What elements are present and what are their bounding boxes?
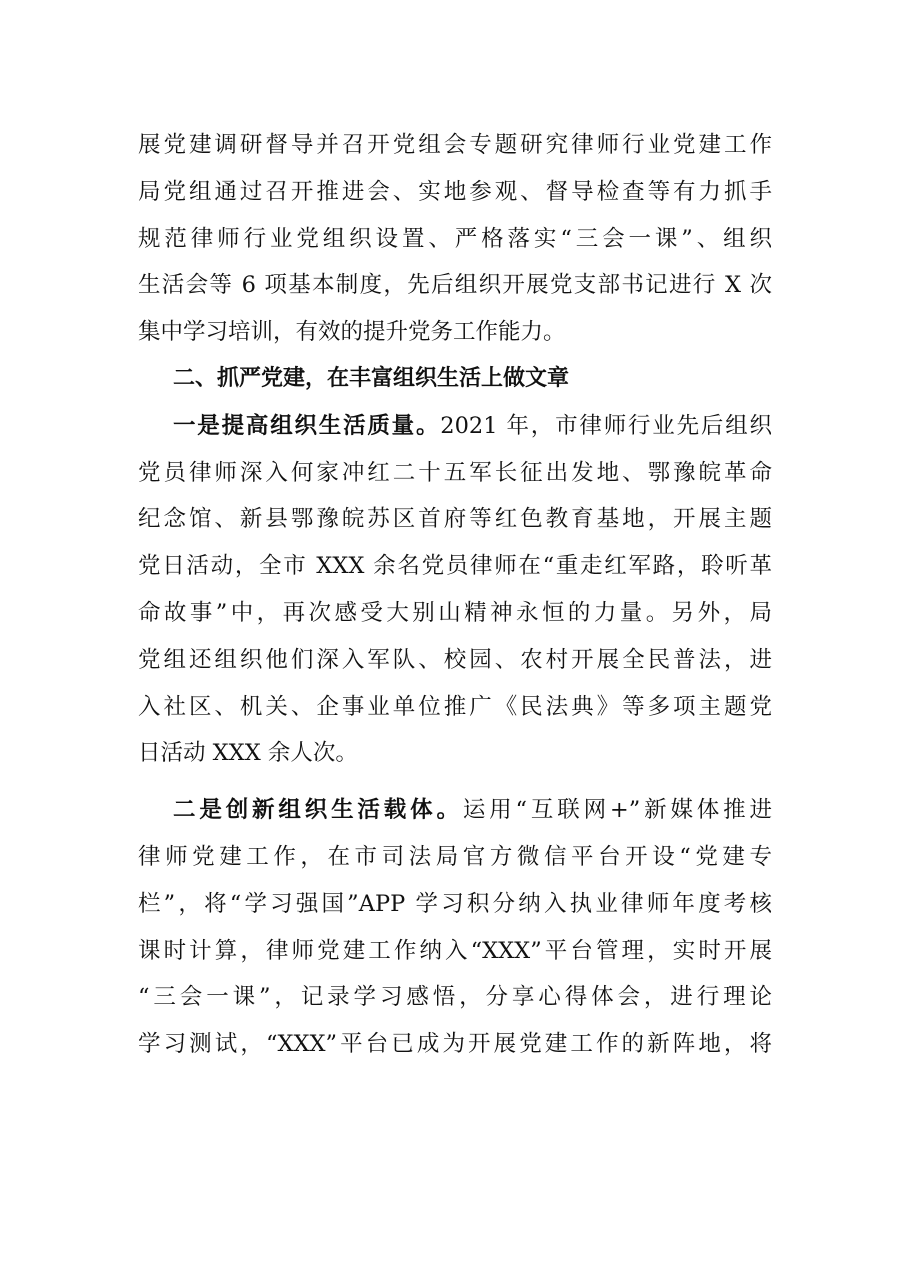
text-line: 命故事”中，再次感受大别山精神永恒的力量。另外，局 [138,599,772,626]
text-line: 党日活动，全市 XXX 余名党员律师在“重走红军路，聆听革 [138,553,772,580]
text-line: 入社区、机关、企事业单位推广《民法典》等多项主题党 [138,693,772,720]
paragraph-lead: 二是创新组织生活载体。 [173,797,463,824]
paragraph-3 [138,787,772,1068]
text-line: 局党组通过召开推进会、实地参观、督导检查等有力抓手 [138,178,772,205]
paragraph-first-line [138,787,772,834]
text-line: 展党建调研督导并召开党组会专题研究律师行业党建工作 [138,132,772,158]
text-line: 纪念馆、新县鄂豫皖苏区首府等红色教育基地，开展主题 [138,506,772,533]
text-line: 律师党建工作，在市司法局官方微信平台开设“党建专 [138,843,772,870]
section-heading: 二、抓严党建，在丰富组织生活上做文章 [173,365,570,391]
paragraph-2 [138,403,772,777]
paragraph-1 [138,122,772,356]
text-line: “三会一课”，记录学习感悟，分享心得体会，进行理论 [138,984,772,1011]
paragraph-first-line-text: 运用“互联网+”新媒体推进 [462,797,772,824]
text-line: 课时计算，律师党建工作纳入“XXX”平台管理，实时开展 [138,937,772,964]
text-line: 学习测试，“XXX”平台已成为开展党建工作的新阵地，将 [138,1031,772,1058]
document-body [138,122,772,1068]
text-line: 日活动 XXX 余人次。 [138,740,358,767]
paragraph-first-line [138,403,772,450]
text-line: 生活会等 6 项基本制度，先后组织开展党支部书记进行 X 次 [138,272,772,299]
paragraph-lead: 一是提高组织生活质量。 [173,412,441,439]
text-line: 党员律师深入何家冲红二十五军长征出发地、鄂豫皖革命 [138,459,772,486]
text-line: 集中学习培训，有效的提升党务工作能力。 [138,319,566,346]
text-line: 规范律师行业党组织设置、严格落实“三会一课”、组织 [138,225,772,252]
text-line: 栏”，将“学习强国”APP 学习积分纳入执业律师年度考核 [138,890,772,917]
paragraph-first-line-text: 2021 年，市律师行业先后组织 [440,412,772,439]
text-line: 党组还组织他们深入军队、校园、农村开展全民普法，进 [138,646,772,673]
